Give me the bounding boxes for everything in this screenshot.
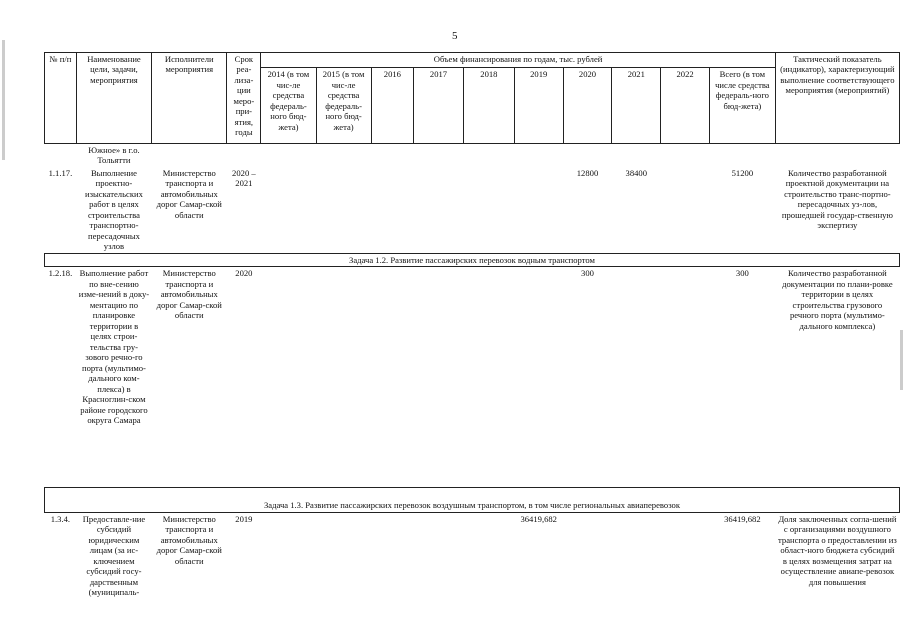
row-executors: Министерство транспорта и автомобильных дорог Самар-ской области bbox=[156, 268, 222, 321]
header-2022: 2022 bbox=[661, 68, 710, 144]
header-2018: 2018 bbox=[463, 68, 514, 144]
row-indicator: Доля заключенных согла-шений с организациями воздушного транспорта о предоставлении из област-ного бюджета субсидий в целях возмещения затрат на осуществление авиапе-ревозок для повышения bbox=[778, 513, 897, 587]
row-name: Выполнение работ по вне-сению изме-нений в доку-ментацию по планировке территории в целях строи-тельства гру-зового речно-го порта (мультимо-дального ком-плекса) в Красноглин-ском районе городского округа Самара bbox=[78, 268, 150, 426]
row-value-total: 300 bbox=[735, 268, 749, 279]
header-2019: 2019 bbox=[514, 68, 563, 144]
header-2015: 2015 (в том чис-ле средства федераль-ного бюд-жета) bbox=[316, 68, 371, 144]
row-value-total: 36419,682 bbox=[724, 513, 761, 524]
table-row bbox=[45, 512, 900, 598]
row-indicator: Количество разработанной проектной документации на строительство транс-портно-пересадочных уз-лов, прошедшей государ-ственную экспертизу bbox=[781, 167, 893, 231]
header-num: № п/п bbox=[45, 53, 77, 144]
header-executors: Исполнители мероприятия bbox=[152, 53, 227, 144]
row-executors: Министерство транспорта и автомобильных дорог Самар-ской области bbox=[156, 167, 222, 220]
scan-artifact-right bbox=[900, 330, 903, 390]
header-term: Срок реа-лиза-ции меро-при-ятия, годы bbox=[227, 53, 261, 144]
row-name: Предоставле-ние субсидий юридическим лицам (за ис-ключением субсидий госу-дарственным (муниципаль- bbox=[82, 513, 146, 598]
continued-name-cell: Южное» в г.о. Тольятти bbox=[88, 145, 140, 166]
task-row bbox=[45, 253, 900, 266]
row-value-2020: 300 bbox=[581, 268, 594, 279]
header-2016: 2016 bbox=[371, 68, 413, 144]
row-num: 1.2.18. bbox=[48, 268, 73, 279]
row-value-total: 51200 bbox=[731, 167, 754, 178]
row-term: 2019 bbox=[235, 513, 253, 524]
funding-table bbox=[44, 52, 900, 599]
header-funding-group: Объем финансирования по годам, тыс. рублей bbox=[261, 53, 775, 68]
row-term: 2020 – 2021 bbox=[232, 167, 256, 189]
header-2014: 2014 (в том чис-ле средства федераль-ного бюд-жета) bbox=[261, 68, 316, 144]
row-value-2019: 36419,682 bbox=[520, 513, 557, 524]
row-num: 1.3.4. bbox=[50, 513, 71, 524]
row-name: Выполнение проектно-изыскательских работ в целях строительства транспортно-пересадочных узлов bbox=[85, 167, 143, 252]
header-2021: 2021 bbox=[612, 68, 661, 144]
header-indicator: Тактический показатель (индикатор), характеризующий выполнение соответствующего мероприятия (мероприятий) bbox=[775, 53, 899, 144]
header-2017: 2017 bbox=[414, 68, 464, 144]
row-executors: Министерство транспорта и автомобильных дорог Самар-ской области bbox=[156, 513, 222, 566]
row-term: 2020 bbox=[235, 268, 253, 279]
page-number: 5 bbox=[452, 30, 458, 42]
header-name: Наименование цели, задачи, мероприятия bbox=[76, 53, 151, 144]
task-row bbox=[45, 488, 900, 512]
scan-artifact-left bbox=[2, 40, 5, 160]
table-row bbox=[45, 267, 900, 488]
table-row-continued bbox=[45, 144, 900, 167]
header-total: Всего (в том числе средства федераль-ного бюд-жета) bbox=[709, 68, 775, 144]
header-2020: 2020 bbox=[563, 68, 612, 144]
table-row bbox=[45, 167, 900, 253]
row-num: 1.1.17. bbox=[48, 167, 73, 178]
row-value-2020: 12800 bbox=[576, 167, 599, 178]
task-1-2-title: Задача 1.2. Развитие пассажирских перевозок водным транспортом bbox=[45, 253, 900, 266]
row-indicator: Количество разработанной документации по плани-ровке территории в целях строительства грузового речного порта (мультимо-дального комплекса) bbox=[782, 268, 893, 331]
row-value-2021: 38400 bbox=[625, 167, 648, 178]
task-1-3-title: Задача 1.3. Развитие пассажирских перевозок воздушным транспортом, в том числе региональных авиаперевозок bbox=[45, 488, 900, 512]
